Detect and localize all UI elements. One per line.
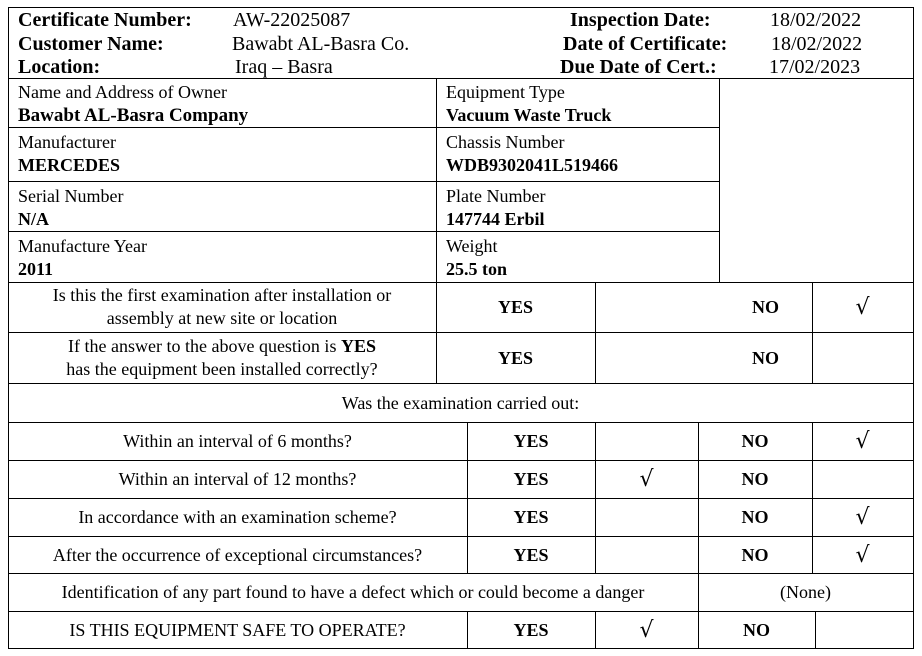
- interval-6-no-label: NO: [741, 431, 769, 451]
- q2-no-label: NO: [752, 347, 779, 368]
- location: Iraq – Basra: [235, 56, 333, 78]
- exceptional-yes-cell: [595, 537, 698, 573]
- due-date-label: Due Date of Cert.:: [560, 56, 717, 78]
- customer-name: Bawabt AL-Basra Co.: [232, 33, 410, 55]
- location-label: Location:: [18, 56, 101, 78]
- serial-value: N/A: [18, 209, 49, 229]
- weight-label: Weight: [446, 236, 498, 256]
- examination-heading: Was the examination carried out:: [341, 392, 580, 413]
- q1-no-label: NO: [752, 296, 779, 317]
- scheme-no-label: NO: [741, 507, 769, 527]
- year-label: Manufacture Year: [18, 236, 147, 256]
- exceptional-question: After the occurrence of exceptional circumstances?: [52, 544, 423, 565]
- manufacturer-label: Manufacturer: [18, 132, 116, 152]
- interval-12-question: Within an interval of 12 months?: [118, 469, 357, 489]
- q1-yes-cell: [595, 282, 719, 332]
- interval-12-no-label: NO: [741, 469, 769, 489]
- interval-12-yes-check: √: [639, 467, 654, 492]
- interval-6-no-check: √: [855, 429, 870, 454]
- customer-name-label: Customer Name:: [18, 33, 164, 55]
- scheme-yes-cell: [595, 499, 698, 536]
- scheme-yes-label: YES: [513, 507, 549, 527]
- interval-6-yes-label: YES: [513, 431, 549, 451]
- scheme-no-check: √: [855, 505, 870, 530]
- owner-label: Name and Address of Owner: [18, 82, 227, 102]
- exceptional-yes-label: YES: [513, 544, 549, 565]
- safe-yes-label: YES: [513, 619, 549, 640]
- interval-6-yes-cell: [595, 423, 698, 460]
- inspection-date-label: Inspection Date:: [570, 9, 711, 31]
- q2-question: If the answer to the above question is YES has the equipment been installed correctly?: [66, 336, 378, 379]
- date-of-certificate: 18/02/2022: [771, 33, 863, 55]
- q1-yes-label: YES: [497, 296, 533, 317]
- interval-6-question: Within an interval of 6 months?: [123, 431, 352, 451]
- weight-value: 25.5 ton: [446, 259, 508, 279]
- exceptional-no-check: √: [855, 542, 870, 568]
- equipment-type-value: Vacuum Waste Truck: [446, 105, 612, 125]
- q1-question: Is this the first examination after installation or assembly at new site or location: [52, 285, 392, 328]
- chassis-label: Chassis Number: [446, 132, 565, 152]
- chassis-value: WDB9302041L519466: [446, 155, 619, 175]
- interval-12-yes-label: YES: [513, 469, 549, 489]
- exceptional-no-label: NO: [741, 544, 769, 565]
- safe-yes-check: √: [639, 617, 654, 643]
- q2-yes-label: YES: [497, 347, 533, 368]
- q2-no-cell: [812, 333, 913, 383]
- safe-no-label: NO: [743, 619, 770, 640]
- defect-answer: (None): [780, 582, 831, 602]
- manufacturer-value: MERCEDES: [18, 155, 121, 175]
- due-date: 17/02/2023: [769, 56, 861, 78]
- interval-12-no-cell: [812, 461, 913, 498]
- certificate-number: AW-22025087: [233, 9, 351, 31]
- equipment-type-label: Equipment Type: [446, 82, 565, 102]
- safe-question: IS THIS EQUIPMENT SAFE TO OPERATE?: [69, 619, 406, 640]
- serial-label: Serial Number: [18, 186, 124, 206]
- q2-yes-cell: [595, 333, 719, 383]
- q1-no-check: √: [855, 294, 870, 320]
- year-value: 2011: [18, 259, 54, 279]
- plate-label: Plate Number: [446, 186, 546, 206]
- inspection-date: 18/02/2022: [770, 9, 862, 31]
- plate-value: 147744 Erbil: [446, 209, 545, 229]
- defect-question: Identification of any part found to have a defect which or could become a danger: [61, 582, 645, 602]
- safe-no-cell: [815, 612, 913, 648]
- date-of-certificate-label: Date of Certificate:: [563, 33, 728, 55]
- scheme-question: In accordance with an examination scheme?: [78, 507, 397, 527]
- certificate-number-label: Certificate Number:: [18, 9, 192, 31]
- owner-value: Bawabt AL-Basra Company: [18, 105, 249, 126]
